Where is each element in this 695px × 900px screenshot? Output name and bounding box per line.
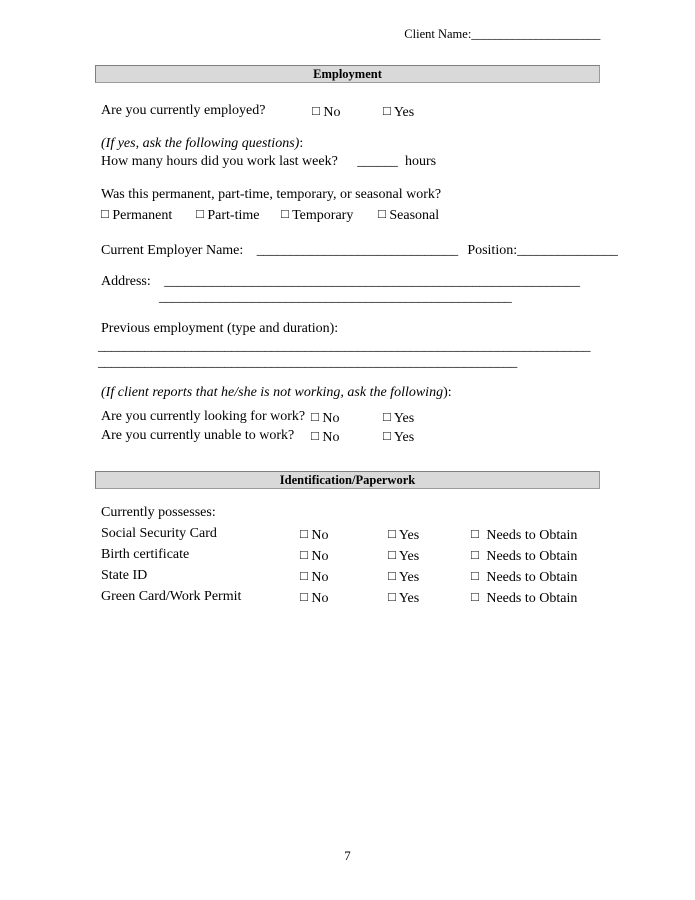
checkbox-icon[interactable]: □ bbox=[388, 589, 396, 604]
address-label: Address: bbox=[101, 274, 151, 289]
client-name-label: Client Name: bbox=[404, 27, 472, 41]
option-looking-for-work-no[interactable] bbox=[311, 409, 339, 427]
question-hours-worked-label: How many hours did you work last week? bbox=[101, 154, 338, 169]
previous-employment-fill-line-2[interactable]: _______________________________________________________________ bbox=[98, 355, 517, 370]
option-label: Part-time bbox=[207, 208, 260, 223]
option-state-id-yes[interactable] bbox=[388, 568, 419, 586]
question-unable-to-work-label: Are you currently unable to work? bbox=[101, 428, 295, 443]
position-label: Position: bbox=[467, 243, 518, 258]
option-label: Seasonal bbox=[389, 208, 440, 223]
checkbox-icon[interactable]: □ bbox=[311, 409, 319, 424]
option-state-id-no[interactable] bbox=[300, 568, 328, 586]
option-social-security-card-needs-to-obtain[interactable] bbox=[471, 526, 577, 544]
option-work-type-part-time[interactable] bbox=[196, 206, 259, 224]
option-label: Yes bbox=[398, 570, 420, 585]
checkbox-icon[interactable]: □ bbox=[383, 409, 391, 424]
checkbox-icon[interactable]: □ bbox=[300, 589, 308, 604]
option-label: No bbox=[322, 411, 340, 426]
option-unable-to-work-no[interactable] bbox=[311, 428, 339, 446]
address-fill-line-2[interactable]: _____________________________________________________ bbox=[159, 290, 512, 305]
question-hours-worked bbox=[101, 154, 436, 170]
option-currently-employed-yes[interactable] bbox=[383, 103, 414, 121]
option-green-card-work-permit-yes[interactable] bbox=[388, 589, 419, 607]
option-work-type-temporary[interactable] bbox=[281, 206, 353, 224]
current-employer-fill-line[interactable]: ______________________________ bbox=[256, 243, 458, 258]
checkbox-icon[interactable]: □ bbox=[378, 206, 386, 221]
option-state-id-needs-to-obtain[interactable] bbox=[471, 568, 577, 586]
note-if-yes-italic: (If yes, ask the following questions) bbox=[101, 136, 300, 151]
current-employer-label: Current Employer Name: bbox=[101, 243, 244, 258]
option-label: Yes bbox=[393, 430, 415, 445]
checkbox-icon[interactable]: □ bbox=[196, 206, 204, 221]
identification-intro-label: Currently possesses: bbox=[101, 505, 216, 520]
option-work-type-permanent[interactable] bbox=[101, 206, 172, 224]
option-label: Needs to Obtain bbox=[486, 570, 578, 585]
table-row-label: Green Card/Work Permit bbox=[101, 589, 242, 604]
checkbox-icon[interactable]: □ bbox=[388, 526, 396, 541]
checkbox-icon[interactable]: □ bbox=[312, 103, 320, 118]
previous-employment-label: Previous employment (type and duration): bbox=[101, 321, 339, 336]
option-birth-certificate-needs-to-obtain[interactable] bbox=[471, 547, 577, 565]
option-currently-employed-no[interactable] bbox=[312, 103, 340, 121]
option-social-security-card-yes[interactable] bbox=[388, 526, 419, 544]
question-work-type-label: Was this permanent, part-time, temporary, or seasonal work? bbox=[101, 187, 442, 202]
option-unable-to-work-yes[interactable] bbox=[383, 428, 414, 446]
section-header-identification bbox=[95, 471, 600, 489]
note-not-working-close: ): bbox=[443, 385, 452, 400]
option-green-card-work-permit-no[interactable] bbox=[300, 589, 328, 607]
option-label: No bbox=[311, 591, 329, 606]
note-if-yes bbox=[101, 136, 303, 152]
checkbox-icon[interactable]: □ bbox=[101, 206, 109, 221]
section-header-identification-title: Identification/Paperwork bbox=[279, 473, 416, 487]
checkbox-icon[interactable]: □ bbox=[471, 589, 479, 604]
option-label: Permanent bbox=[112, 208, 173, 223]
option-label: No bbox=[311, 528, 329, 543]
option-label: Yes bbox=[398, 549, 420, 564]
note-if-yes-suffix: : bbox=[299, 136, 304, 151]
checkbox-icon[interactable]: □ bbox=[388, 568, 396, 583]
hours-fill-line[interactable]: ______ bbox=[357, 154, 398, 169]
option-label: No bbox=[311, 549, 329, 564]
option-label: Needs to Obtain bbox=[486, 591, 578, 606]
option-work-type-seasonal[interactable] bbox=[378, 206, 439, 224]
checkbox-icon[interactable]: □ bbox=[471, 547, 479, 562]
question-looking-for-work-label: Are you currently looking for work? bbox=[101, 409, 306, 424]
option-label: Needs to Obtain bbox=[486, 528, 578, 543]
field-address bbox=[101, 274, 580, 290]
client-name-fill-line[interactable]: ______________________ bbox=[471, 27, 600, 41]
question-currently-employed-label: Are you currently employed? bbox=[101, 103, 266, 118]
table-row-label: State ID bbox=[101, 568, 148, 583]
checkbox-icon[interactable]: □ bbox=[383, 428, 391, 443]
option-label: No bbox=[322, 430, 340, 445]
option-label: No bbox=[311, 570, 329, 585]
section-header-employment bbox=[95, 65, 600, 83]
address-fill-line-1[interactable]: ______________________________________________________________ bbox=[164, 274, 580, 289]
option-label: Temporary bbox=[292, 208, 354, 223]
previous-employment-fill-line-1[interactable]: __________________________________________________________________________ bbox=[98, 339, 591, 354]
option-label: Needs to Obtain bbox=[486, 549, 578, 564]
checkbox-icon[interactable]: □ bbox=[388, 547, 396, 562]
checkbox-icon[interactable]: □ bbox=[383, 103, 391, 118]
table-row-label: Birth certificate bbox=[101, 547, 190, 562]
note-not-working bbox=[101, 385, 452, 401]
option-birth-certificate-no[interactable] bbox=[300, 547, 328, 565]
option-looking-for-work-yes[interactable] bbox=[383, 409, 414, 427]
option-green-card-work-permit-needs-to-obtain[interactable] bbox=[471, 589, 577, 607]
checkbox-icon[interactable]: □ bbox=[281, 206, 289, 221]
client-name-header bbox=[0, 27, 600, 42]
option-birth-certificate-yes[interactable] bbox=[388, 547, 419, 565]
checkbox-icon[interactable]: □ bbox=[300, 547, 308, 562]
table-row-label: Social Security Card bbox=[101, 526, 217, 541]
option-label: Yes bbox=[393, 105, 415, 120]
note-not-working-italic: If client reports that he/she is not working, ask the following bbox=[105, 385, 444, 400]
page-number: 7 bbox=[344, 848, 351, 863]
checkbox-icon[interactable]: □ bbox=[471, 568, 479, 583]
hours-unit-label: hours bbox=[405, 154, 437, 169]
checkbox-icon[interactable]: □ bbox=[471, 526, 479, 541]
section-header-employment-title: Employment bbox=[313, 67, 382, 81]
option-label: Yes bbox=[393, 411, 415, 426]
position-fill-line[interactable]: _______________ bbox=[517, 243, 618, 258]
checkbox-icon[interactable]: □ bbox=[300, 568, 308, 583]
option-label: Yes bbox=[398, 528, 420, 543]
option-label: Yes bbox=[398, 591, 420, 606]
checkbox-icon[interactable]: □ bbox=[300, 526, 308, 541]
option-social-security-card-no[interactable] bbox=[300, 526, 328, 544]
field-current-employer bbox=[101, 243, 618, 259]
note-not-working-open: ( bbox=[101, 385, 106, 400]
checkbox-icon[interactable]: □ bbox=[311, 428, 319, 443]
option-label: No bbox=[323, 105, 341, 120]
